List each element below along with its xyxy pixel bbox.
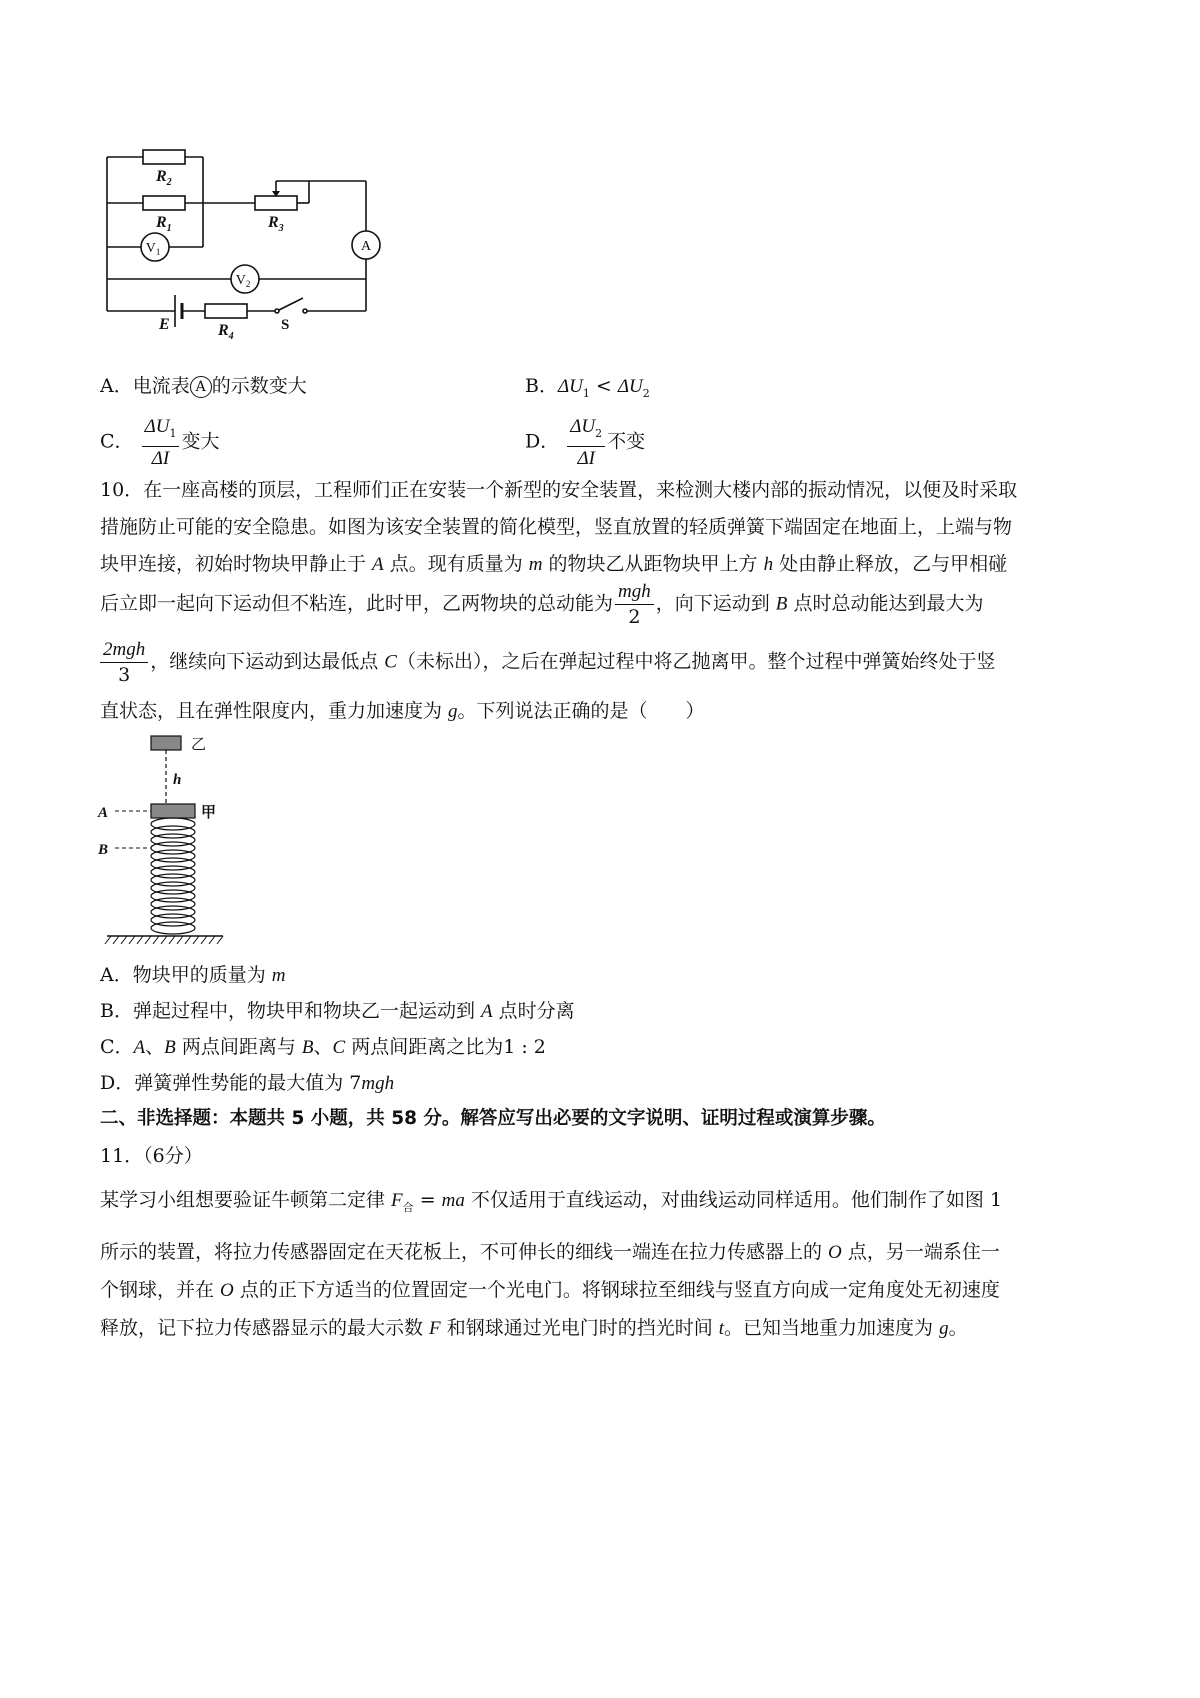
q10-option-c: C．A、B 两点间距离与 B、C 两点间距离之比为1 : 2 [100,1036,546,1058]
resistor-r3 [255,196,297,210]
q10-line6: 直状态，且在弹性限度内，重力加速度为 g。下列说法正确的是（ ） [100,700,705,722]
label-ammeter: A [360,239,372,254]
label-r4: $R_4$ [218,322,234,342]
label-A: A [98,805,109,821]
resistor-r2 [143,150,185,164]
label-emf: E [159,316,170,333]
spring-figure [95,730,235,950]
q10-line3: 块甲连接，初始时物块甲静止于 A 点。现有质量为 m 的物块乙从距物块甲上方 h 处由静止释放，乙与甲相碰 [100,553,1008,575]
q11-line2: 所示的装置，将拉力传感器固定在天花板上，不可伸长的细线一端连在拉力传感器上的 O 点，另一端系住一 [100,1241,1000,1263]
q10-option-d: D．弹簧弹性势能的最大值为 7mgh [100,1072,395,1094]
q10-option-b: B．弹起过程中，物块甲和物块乙一起运动到 A 点时分离 [100,1000,575,1022]
q9-option-c: C． $\frac{\Delta U_1}{\Delta I}$ 变大 [100,416,220,469]
q10-option-a: A．物块甲的质量为 m [100,964,286,986]
resistor-r4 [205,304,247,318]
q9-option-b: B．$\Delta U_1 < \Delta U_2$ [525,375,650,400]
label-B: B [98,842,109,858]
label-r2: $R_2$ [156,168,172,188]
label-jia: 甲 [201,805,217,821]
spring [151,818,195,934]
label-yi: 乙 [191,737,207,753]
q10-line2: 措施防止可能的安全隐患。如图为该安全装置的简化模型，竖直放置的轻质弹簧下端固定在地面上，上端与物 [100,516,1013,538]
q10-line5: $\frac{\text{2mgh}}{3}$ ，继续向下运动到达最低点 C（未标出），之后在弹起过程中将乙抛离甲。整个过程中弹簧始终处于竖 [100,638,995,687]
label-switch: S [281,317,290,333]
circuit-diagram [95,135,415,370]
ammeter-circle-icon: A [190,376,212,398]
q10-line4: 后立即一起向下运动但不粘连，此时甲，乙两物块的总动能为 $\frac{\text{mgh}}{2}$ ，向下运动到 B 点时总动能达到最大为 [100,581,984,628]
switch [279,298,303,310]
q11-line4: 释放，记下拉力传感器显示的最大示数 F 和钢球通过光电门时的挡光时间 t。已知当地重力加速度为 g。 [100,1317,968,1339]
label-v1: $V_1$ [145,241,161,257]
q11-line3: 个钢球，并在 O 点的正下方适当的位置固定一个光电门。将钢球拉至细线与竖直方向成一定角度处无初速度 [100,1279,1000,1301]
block-jia [151,804,195,818]
label-r1: $R_1$ [156,214,172,234]
q9-option-d: D． $\frac{\Delta U_2}{\Delta I}$ 不变 [525,416,646,469]
block-yi [151,736,181,750]
q11-title: 11．（6分） [100,1145,203,1167]
q10-line1: 10．在一座高楼的顶层，工程师们正在安装一个新型的安全装置，来检测大楼内部的振动情况，以便及时采取 [100,479,1018,501]
label-h: h [173,772,182,788]
label-v2: $V_2$ [235,273,251,289]
label-r3: $R_3$ [268,214,284,234]
q9-option-a: A．电流表 A 的示数变大 [100,375,307,397]
section-heading: 二、非选择题：本题共 5 小题，共 58 分。解答应写出必要的文字说明、证明过程或演算步骤。 [100,1108,886,1129]
resistor-r1 [143,196,185,210]
q11-line1: 某学习小组想要验证牛顿第二定律 $F_合$ = ma 不仅适用于直线运动，对曲线运动同样适用。他们制作了如图 1 [100,1189,1003,1214]
